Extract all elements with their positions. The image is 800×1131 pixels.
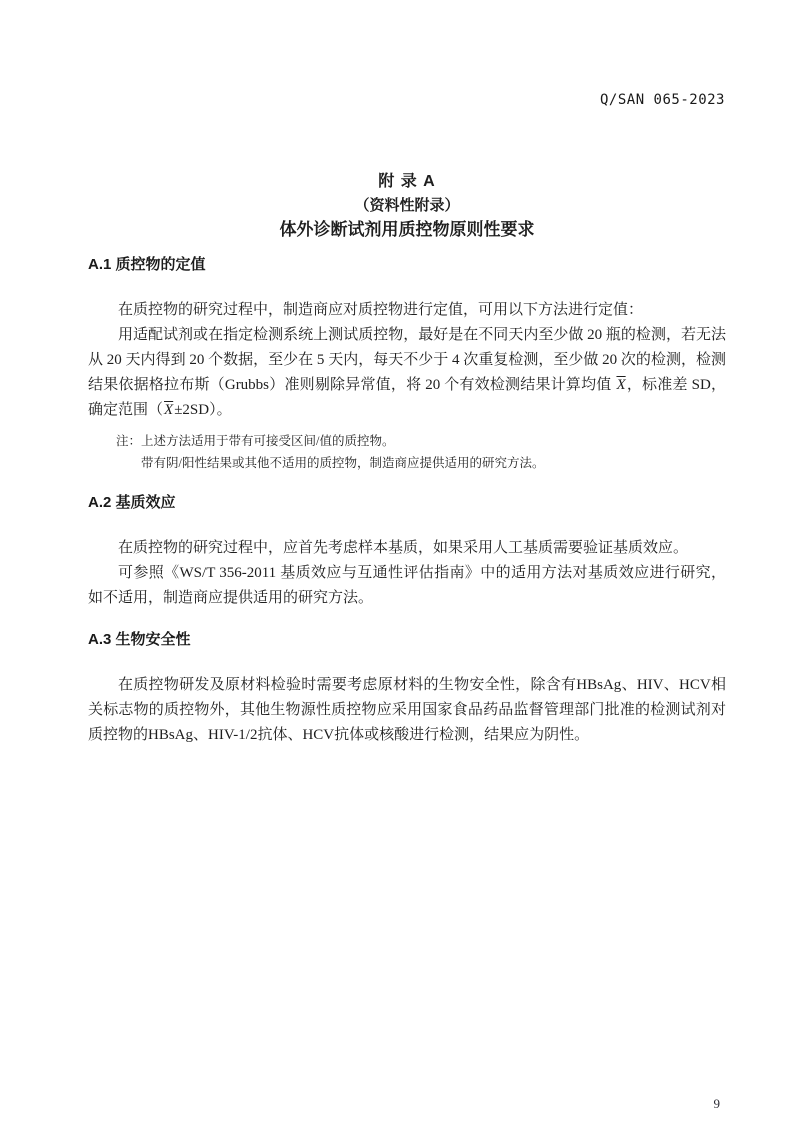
note-label: 注： <box>116 434 142 448</box>
document-number: Q/SAN 065-2023 <box>599 92 725 108</box>
a1-p2-text-3: ±2SD）。 <box>174 402 232 418</box>
page-number: 9 <box>713 1096 720 1111</box>
a1-paragraph-2 <box>88 323 726 423</box>
a2-paragraph-1: 在质控物的研究过程中，应首先考虑样本基质，如果采用人工基质需要验证基质效应。 <box>118 540 689 556</box>
a1-p2-text-1: 用适配试剂或在指定检测系统上测试质控物，最好是在不同天内至少做 20 瓶的检测，若无法从 20 天内得到 20 个数据，至少在 5 天内，每天不少于 4 次重复检测，至少做 20 次的检测，检测结果依据格拉布斯（Grubbs）准则剔除异常值，将 20 个有效检测结果计算均值 <box>88 327 726 393</box>
xbar-mean-symbol: $\overline{X}$ <box>616 377 626 393</box>
a3-paragraph-1: 在质控物研发及原材料检验时需要考虑原材料的生物安全性，除含有HBsAg、HIV、HCV相关标志物的质控物外，其他生物源性质控物应采用国家食品药品监督管理部门批准的检测试剂对质控物的HBsAg、HIV-1/2抗体、HCV抗体或核酸进行检测，结果应为阴性。 <box>88 677 726 743</box>
note-line-1 <box>116 430 726 452</box>
section-a2-heading: A.2 基质效应 <box>88 494 176 511</box>
appendix-label: 附 录 A <box>378 173 436 190</box>
appendix-title-block <box>88 170 726 242</box>
note-text-2: 带有阴/阳性结果或其他不适用的质控物，制造商应提供适用的研究方法。 <box>141 456 545 470</box>
note-text-1: 上述方法适用于带有可接受区间/值的质控物。 <box>141 434 395 448</box>
a1-note <box>116 430 726 474</box>
appendix-title: 体外诊断试剂用质控物原则性要求 <box>279 220 535 239</box>
section-a3-heading: A.3 生物安全性 <box>88 631 191 648</box>
document-content <box>88 170 726 748</box>
section-a1-heading: A.1 质控物的定值 <box>88 256 206 273</box>
appendix-type: （资料性附录） <box>354 197 460 214</box>
a1-paragraph-1: 在质控物的研究过程中，制造商应对质控物进行定值，可用以下方法进行定值： <box>118 302 644 318</box>
a1-p2-text-2: ，标准差 SD，确定范围（ <box>88 377 726 418</box>
xbar-mean-symbol: $\overline{X}$ <box>164 402 174 418</box>
a2-paragraph-2: 可参照《WS/T 356-2011 基质效应与互通性评估指南》中的适用方法对基质效应进行研究，如不适用，制造商应提供适用的研究方法。 <box>88 565 726 606</box>
